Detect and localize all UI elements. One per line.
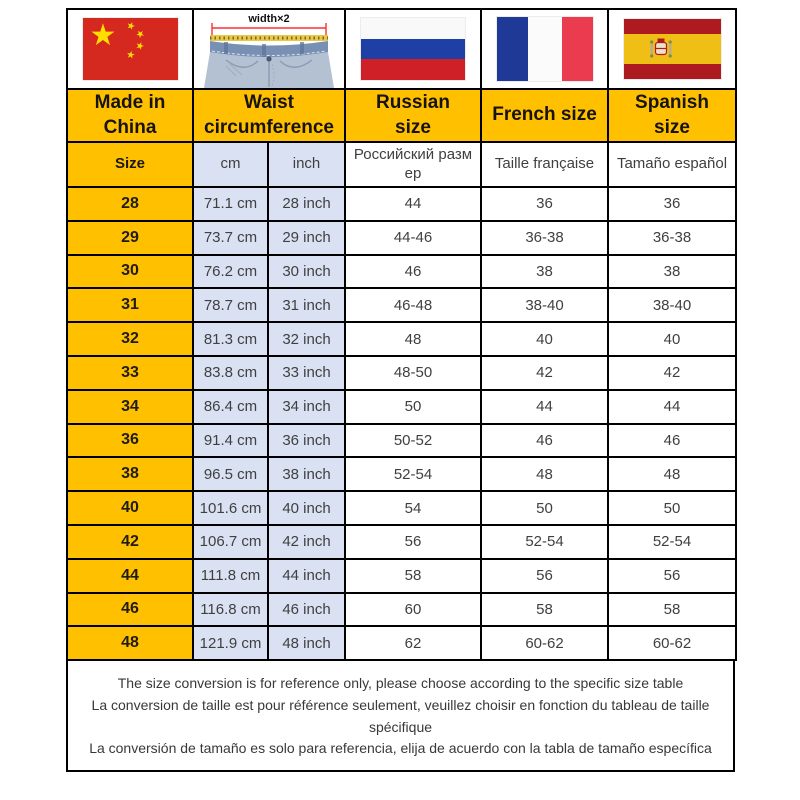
header-french-size: French size (481, 89, 608, 142)
russia-flag-icon (361, 18, 465, 80)
jeans-button (266, 56, 271, 61)
subheader-russian: Российский размер (345, 142, 481, 187)
french-size-cell: 46 (481, 424, 608, 458)
inch-cell: 28 inch (268, 187, 345, 221)
spanish-size-cell: 40 (608, 322, 736, 356)
table-row (67, 255, 736, 289)
size-conversion-table (66, 8, 737, 661)
russian-size-cell: 44 (345, 187, 481, 221)
spanish-size-cell: 48 (608, 457, 736, 491)
cm-cell: 111.8 cm (193, 559, 268, 593)
russian-size-cell: 62 (345, 626, 481, 660)
cm-cell: 71.1 cm (193, 187, 268, 221)
jeans-waist-photo-icon (196, 10, 342, 88)
france-flag-icon (497, 17, 593, 81)
spain-flag-cell (608, 9, 736, 89)
header-waist-circumference: Waist circumference (193, 89, 345, 142)
subheader-french: Taille française (481, 142, 608, 187)
spain-flag-icon (624, 19, 721, 79)
french-size-cell: 44 (481, 390, 608, 424)
russian-size-cell: 48 (345, 322, 481, 356)
inch-cell: 48 inch (268, 626, 345, 660)
spanish-size-cell: 46 (608, 424, 736, 458)
french-size-cell: 52-54 (481, 525, 608, 559)
french-size-cell: 50 (481, 491, 608, 525)
header-spanish-size: Spanish size (608, 89, 736, 142)
subheader-size: Size (67, 142, 193, 187)
size-cell: 44 (67, 559, 193, 593)
subheader-row (67, 142, 736, 187)
french-size-cell: 36 (481, 187, 608, 221)
size-cell: 32 (67, 322, 193, 356)
russian-size-cell: 58 (345, 559, 481, 593)
table-row (67, 593, 736, 627)
french-size-cell: 58 (481, 593, 608, 627)
cm-cell: 91.4 cm (193, 424, 268, 458)
cm-cell: 96.5 cm (193, 457, 268, 491)
size-cell: 38 (67, 457, 193, 491)
cm-cell: 83.8 cm (193, 356, 268, 390)
size-cell: 34 (67, 390, 193, 424)
cm-cell: 121.9 cm (193, 626, 268, 660)
size-cell: 31 (67, 288, 193, 322)
size-cell: 29 (67, 221, 193, 255)
french-size-cell: 56 (481, 559, 608, 593)
spanish-size-cell: 60-62 (608, 626, 736, 660)
inch-cell: 31 inch (268, 288, 345, 322)
inch-cell: 32 inch (268, 322, 345, 356)
flag-row (67, 9, 736, 89)
table-row (67, 457, 736, 491)
table-row (67, 288, 736, 322)
spanish-size-cell: 36-38 (608, 221, 736, 255)
spanish-size-cell: 52-54 (608, 525, 736, 559)
france-flag-cell (481, 9, 608, 89)
russian-size-cell: 50-52 (345, 424, 481, 458)
jeans-photo-cell (193, 9, 345, 89)
russian-size-cell: 48-50 (345, 356, 481, 390)
spanish-size-cell: 38-40 (608, 288, 736, 322)
french-size-cell: 38 (481, 255, 608, 289)
size-cell: 48 (67, 626, 193, 660)
cm-cell: 78.7 cm (193, 288, 268, 322)
russian-size-cell: 44-46 (345, 221, 481, 255)
subheader-cm: cm (193, 142, 268, 187)
size-cell: 30 (67, 255, 193, 289)
table-row (67, 559, 736, 593)
cm-cell: 116.8 cm (193, 593, 268, 627)
table-row (67, 491, 736, 525)
disclaimer-line-en: The size conversion is for reference only, please choose according to the specific size table (117, 675, 684, 692)
table-row (67, 390, 736, 424)
table-row (67, 322, 736, 356)
russian-size-cell: 56 (345, 525, 481, 559)
size-cell: 46 (67, 593, 193, 627)
cm-cell: 101.6 cm (193, 491, 268, 525)
spanish-size-cell: 44 (608, 390, 736, 424)
inch-cell: 46 inch (268, 593, 345, 627)
inch-cell: 38 inch (268, 457, 345, 491)
spanish-size-cell: 36 (608, 187, 736, 221)
cm-cell: 106.7 cm (193, 525, 268, 559)
china-flag-cell (67, 9, 193, 89)
russian-size-cell: 60 (345, 593, 481, 627)
disclaimer-line-es: La conversión de tamaño es solo para referencia, elija de acuerdo con la tabla de tamaño específica (89, 740, 712, 757)
subheader-inch: inch (268, 142, 345, 187)
inch-cell: 30 inch (268, 255, 345, 289)
french-size-cell: 38-40 (481, 288, 608, 322)
spanish-size-cell: 50 (608, 491, 736, 525)
table-row (67, 525, 736, 559)
french-size-cell: 40 (481, 322, 608, 356)
french-size-cell: 60-62 (481, 626, 608, 660)
russian-size-cell: 50 (345, 390, 481, 424)
inch-cell: 36 inch (268, 424, 345, 458)
cm-cell: 81.3 cm (193, 322, 268, 356)
russia-flag-cell (345, 9, 481, 89)
subheader-spanish: Tamaño español (608, 142, 736, 187)
table-row (67, 221, 736, 255)
size-cell: 40 (67, 491, 193, 525)
russian-size-cell: 46-48 (345, 288, 481, 322)
cm-cell: 76.2 cm (193, 255, 268, 289)
cm-cell: 73.7 cm (193, 221, 268, 255)
inch-cell: 44 inch (268, 559, 345, 593)
spanish-size-cell: 58 (608, 593, 736, 627)
disclaimer-line-fr: La conversion de taille est pour référence seulement, veuillez choisir en fonction du tableau de taille spécifique (91, 696, 710, 735)
size-cell: 42 (67, 525, 193, 559)
table-row (67, 187, 736, 221)
french-size-cell: 36-38 (481, 221, 608, 255)
inch-cell: 42 inch (268, 525, 345, 559)
width-annotation: width×2 (248, 13, 290, 25)
spanish-size-cell: 42 (608, 356, 736, 390)
inch-cell: 29 inch (268, 221, 345, 255)
size-cell: 33 (67, 356, 193, 390)
size-cell: 36 (67, 424, 193, 458)
inch-cell: 33 inch (268, 356, 345, 390)
table-row (67, 356, 736, 390)
table-row (67, 424, 736, 458)
size-cell: 28 (67, 187, 193, 221)
disclaimer-box (66, 659, 735, 772)
spanish-size-cell: 56 (608, 559, 736, 593)
russian-size-cell: 46 (345, 255, 481, 289)
spanish-size-cell: 38 (608, 255, 736, 289)
russian-size-cell: 54 (345, 491, 481, 525)
size-conversion-sheet (66, 8, 735, 772)
header-russian-size: Russian size (345, 89, 481, 142)
header-row (67, 89, 736, 142)
french-size-cell: 48 (481, 457, 608, 491)
french-size-cell: 42 (481, 356, 608, 390)
china-flag-icon: ★ ★ ★ ★ ★ (83, 18, 178, 80)
header-made-in-china: Made in China (67, 89, 193, 142)
cm-cell: 86.4 cm (193, 390, 268, 424)
russian-size-cell: 52-54 (345, 457, 481, 491)
table-row (67, 626, 736, 660)
inch-cell: 34 inch (268, 390, 345, 424)
size-table-body (67, 187, 736, 660)
inch-cell: 40 inch (268, 491, 345, 525)
